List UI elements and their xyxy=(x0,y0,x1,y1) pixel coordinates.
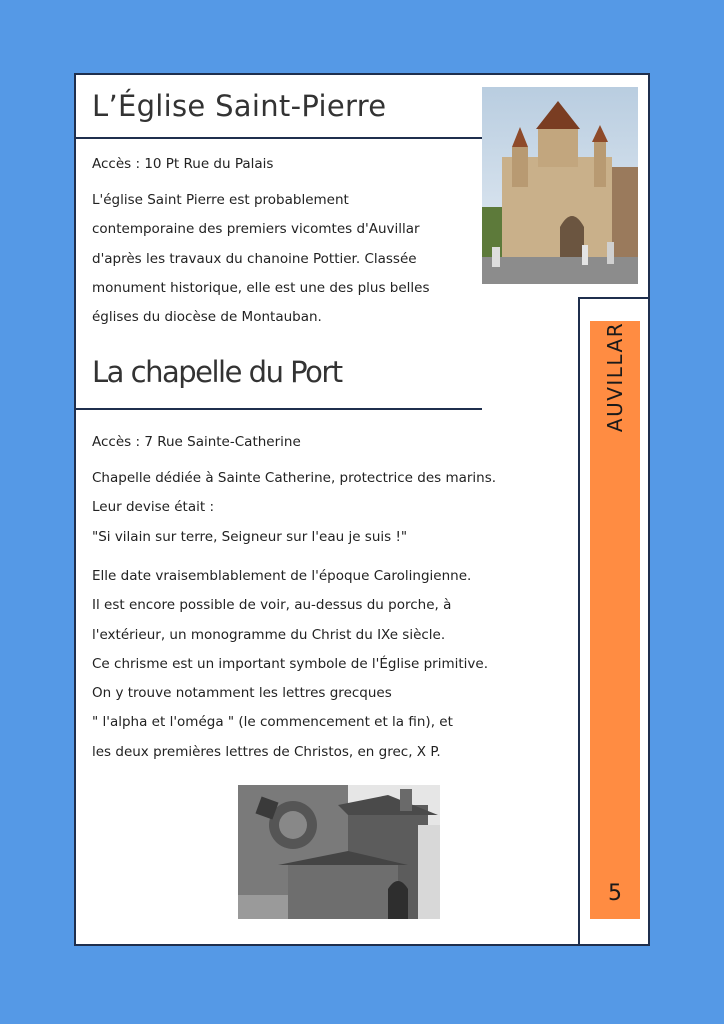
section-title-eglise: L’Église Saint-Pierre xyxy=(92,89,387,123)
text-line: églises du diocèse de Montauban. xyxy=(92,309,322,326)
page-number: 5 xyxy=(608,881,622,906)
chapel-photo xyxy=(238,785,440,919)
access-address-chapelle: Accès : 7 Rue Sainte-Catherine xyxy=(92,434,301,450)
brochure-page xyxy=(74,73,650,946)
text-line: contemporaine des premiers vicomtes d'Auvillar xyxy=(92,221,420,238)
description-eglise xyxy=(92,186,429,332)
title-divider xyxy=(76,137,482,139)
text-line: d'après les travaux du chanoine Pottier. Classée xyxy=(92,250,417,267)
section-title-chapelle: La chapelle du Port xyxy=(92,355,342,389)
title-divider xyxy=(76,408,482,410)
text-line: Leur devise était : xyxy=(92,499,214,516)
text-line: monument historique, elle est une des plus belles xyxy=(92,279,430,296)
dedication-chapelle xyxy=(92,464,496,552)
access-address-eglise: Accès : 10 Pt Rue du Palais xyxy=(92,156,274,172)
town-label: AUVILLAR xyxy=(603,321,627,433)
church-photo xyxy=(482,87,638,284)
text-line: Elle date vraisemblablement de l'époque Carolingienne. xyxy=(92,568,472,584)
text-line: "Si vilain sur terre, Seigneur sur l'eau je suis !" xyxy=(92,528,408,545)
text-line: Chapelle dédiée à Sainte Catherine, protectrice des marins. xyxy=(92,470,497,486)
text-line: " l'alpha et l'oméga " (le commencement et la fin), et xyxy=(92,714,453,731)
text-line: l'extérieur, un monogramme du Christ du IXe siècle. xyxy=(92,626,446,643)
text-line: les deux premières lettres de Christos, en grec, X P. xyxy=(92,743,441,760)
sidebar-band xyxy=(590,321,640,919)
text-line: L'église Saint Pierre est probablement xyxy=(92,192,349,208)
text-line: Ce chrisme est un important symbole de l'Église primitive. xyxy=(92,655,489,672)
text-line: On y trouve notamment les lettres grecques xyxy=(92,685,392,702)
text-line: Il est encore possible de voir, au-dessus du porche, à xyxy=(92,597,452,614)
history-chapelle xyxy=(92,562,488,767)
